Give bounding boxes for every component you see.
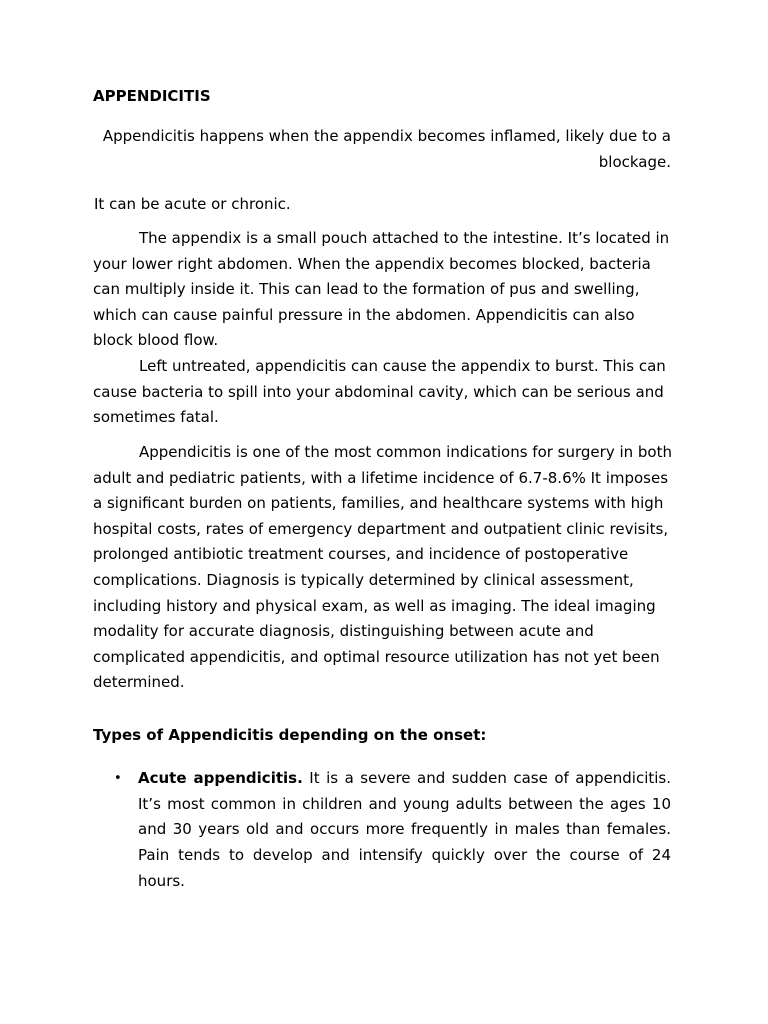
types-list (93, 766, 671, 895)
acute-or-chronic-line: It can be acute or chronic. (94, 195, 291, 213)
body-paragraph: Appendicitis is one of the most common indications for surgery in both adult and pediatric patients, with a lifetime incidence of 6.7-8.6% It imposes a significant burden on patients, families, and healthcare systems with high hospital costs, rates of emergency department and outpatient clinic revisits, prolonged antibiotic treatment courses, and incidence of postoperative complications. Diagnosis is typically determined by clinical assessment, including history and physical exam, as well as imaging. The ideal imaging modality for accurate diagnosis, distinguishing between acute and complicated appendicitis, and optimal resource utilization has not yet been determined. (93, 443, 672, 692)
list-item (93, 766, 671, 895)
list-item-text: It is a severe and sudden case of appendicitis. It’s most common in children and young adults between the ages 10 and 30 years old and occurs more frequently in males than females. Pain tends to develop and intensify quickly over the course of 24 hours. (138, 769, 672, 890)
intro-paragraph: Appendicitis happens when the appendix becomes inflamed, likely due to a blockage. (102, 127, 671, 171)
body-paragraph: The appendix is a small pouch attached to the intestine. It’s located in your lower right abdomen. When the appendix becomes blocked, bacteria can multiply inside it. This can lead to the formation of pus and swelling, which can cause painful pressure in the abdomen. Appendicitis can also block blood flow. (93, 229, 670, 350)
types-heading: Types of Appendicitis depending on the onset: (93, 726, 487, 744)
bullet-icon: • (114, 771, 122, 786)
document-title: APPENDICITIS (93, 87, 211, 105)
list-item-term: Acute appendicitis. (138, 769, 303, 787)
body-paragraph: Left untreated, appendicitis can cause the appendix to burst. This can cause bacteria to spill into your abdominal cavity, which can be serious and sometimes fatal. (93, 357, 666, 427)
